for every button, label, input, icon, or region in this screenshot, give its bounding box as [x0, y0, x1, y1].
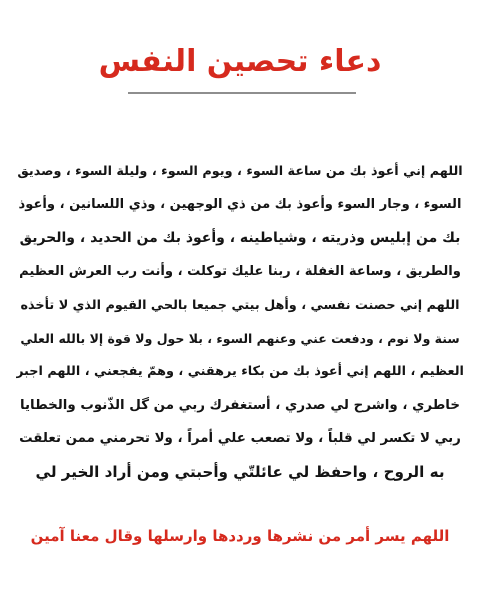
prayer-line: ربي لا تكسر لي قلباً ، ولا تصعب علي أمراً ، ولا تحرمني ممن تعلقت	[19, 431, 461, 447]
page-title: دعاء تحصين النفس	[98, 44, 382, 79]
prayer-line: بك من إبليس وذريته ، وشياطينه ، وأعوذ بك من الحديد ، والحريق	[19, 229, 461, 246]
prayer-line: اللهم إني أعوذ بك من ساعة السوء ، ويوم السوء ، وليلة السوء ، وصديق	[17, 164, 463, 179]
prayer-line: العظيم ، اللهم إني أعوذ بك من بكاء يرهقني ، وهمّ يفجعني ، اللهم اجبر	[16, 364, 464, 380]
prayer-line: والطريق ، وساعة الغفلة ، ربنا عليك توكلت ، وأنت رب العرش العظيم	[19, 264, 461, 280]
prayer-line: سنة ولا نوم ، ودفعت عني وعنهم السوء ، بلا حول ولا قوة إلا بالله العلي	[20, 330, 460, 346]
title-underline	[128, 92, 356, 94]
prayer-line: خاطري ، واشرح لي صدري ، أستغفرك ربي من گل الذّنوب والخطايا	[20, 397, 460, 413]
prayer-body	[16, 155, 464, 489]
prayer-line: به الروح ، واحفظ لي عائلتّي وأحبتي ومن أراد الخير لي	[35, 462, 445, 481]
closing-line: اللهم يسر أمر من نشرها ورددها وارسلها وقال معنا آمين	[30, 527, 450, 545]
prayer-line: السوء ، وجار السوء وأعوذ بك من ذي الوجهين ، وذي اللسانين ، وأعوذ	[18, 197, 462, 213]
prayer-line: اللهم إني حصنت نفسي ، وأهل بيتي جميعا بالحي القيوم الذي لا تأخذه	[20, 297, 460, 313]
